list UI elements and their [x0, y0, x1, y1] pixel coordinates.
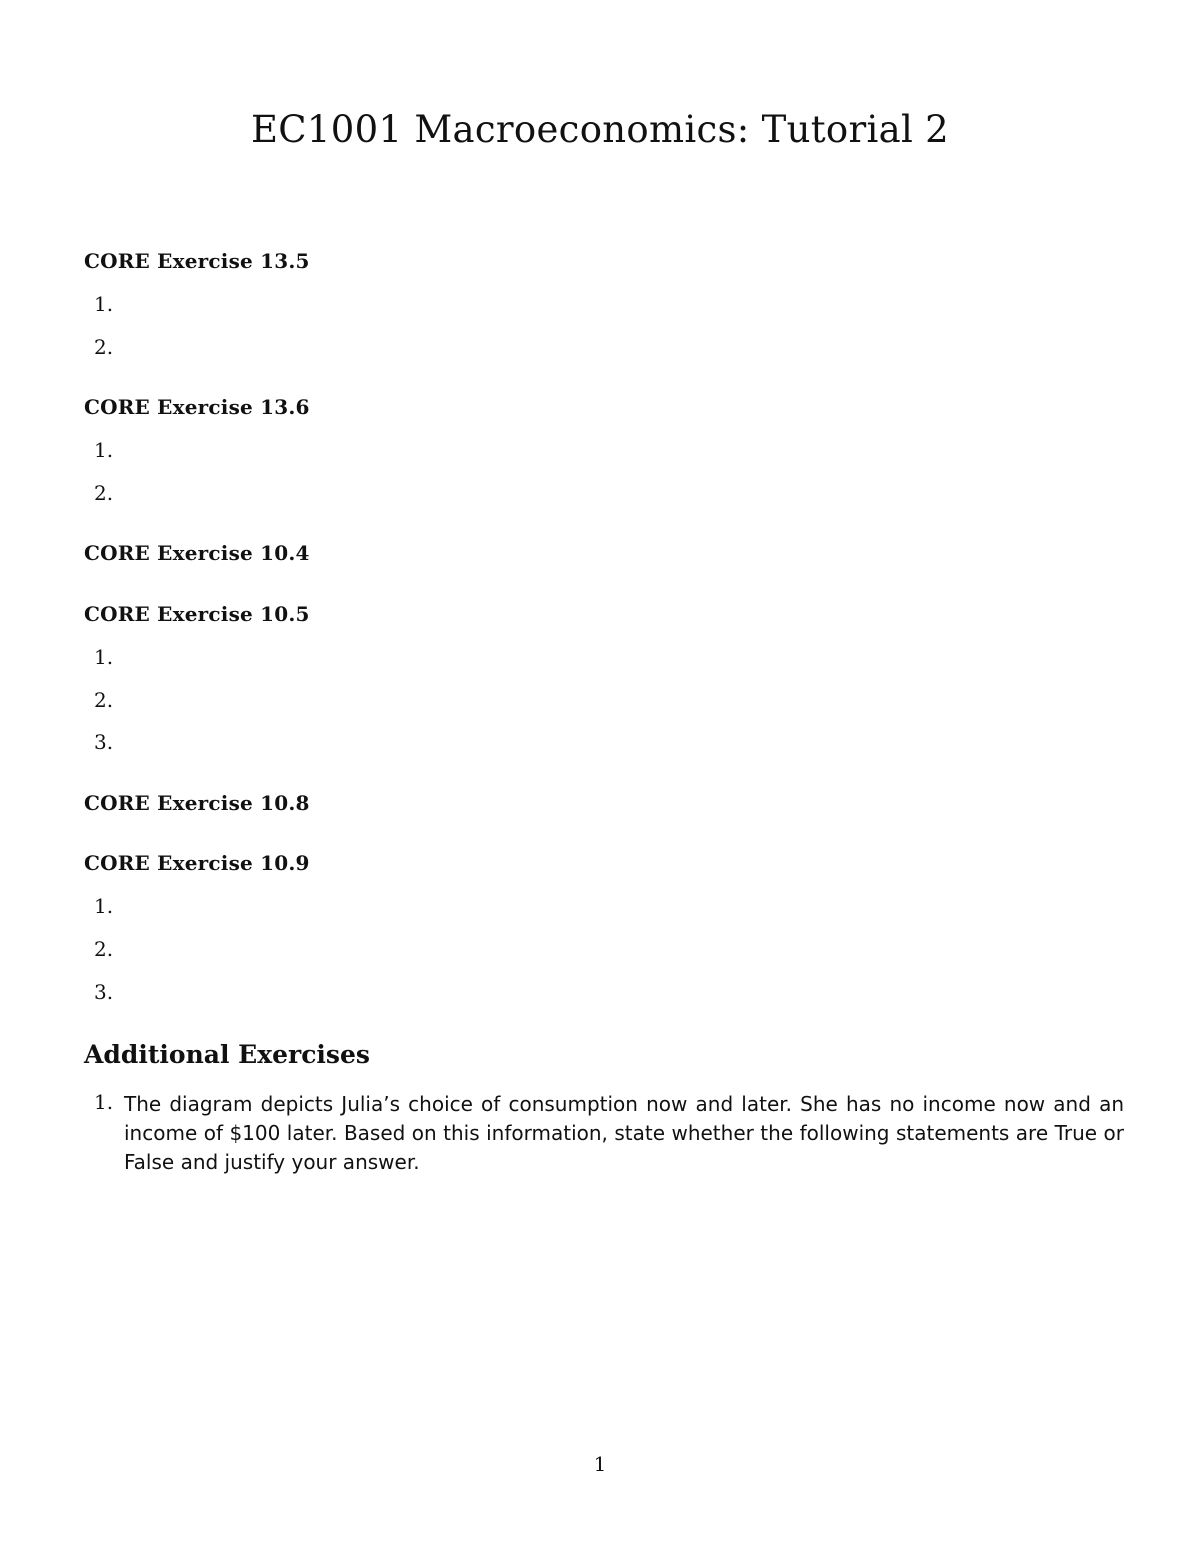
page-number: 1: [593, 1452, 607, 1476]
list-item: 1.: [94, 645, 114, 669]
document-title: EC1001 Macroeconomics: Tutorial 2: [251, 108, 949, 151]
section-heading-10-8: CORE Exercise 10.8: [84, 791, 310, 815]
list-item: 1.: [94, 292, 114, 316]
list-item: 2.: [94, 688, 114, 712]
section-heading-10-4: CORE Exercise 10.4: [84, 541, 310, 565]
list-item: 2.: [94, 481, 114, 505]
list-item: 1.: [94, 894, 114, 918]
list-item: 2.: [94, 937, 114, 961]
additional-exercises-heading: Additional Exercises: [84, 1040, 370, 1069]
list-item-text: The diagram depicts Julia’s choice of consumption now and later. She has no income now and an income of $100 later. Based on this information, state whether the following statements are True or False and justify your answer.: [124, 1092, 1124, 1174]
list-item-number: 1.: [94, 1090, 114, 1114]
section-heading-10-5: CORE Exercise 10.5: [84, 602, 310, 626]
list-item: 1.: [94, 438, 114, 462]
section-heading-13-5: CORE Exercise 13.5: [84, 249, 310, 273]
list-item: 3.: [94, 730, 114, 754]
list-item: 2.: [94, 335, 114, 359]
list-item: 3.: [94, 980, 114, 1004]
section-heading-10-9: CORE Exercise 10.9: [84, 851, 310, 875]
section-heading-13-6: CORE Exercise 13.6: [84, 395, 310, 419]
